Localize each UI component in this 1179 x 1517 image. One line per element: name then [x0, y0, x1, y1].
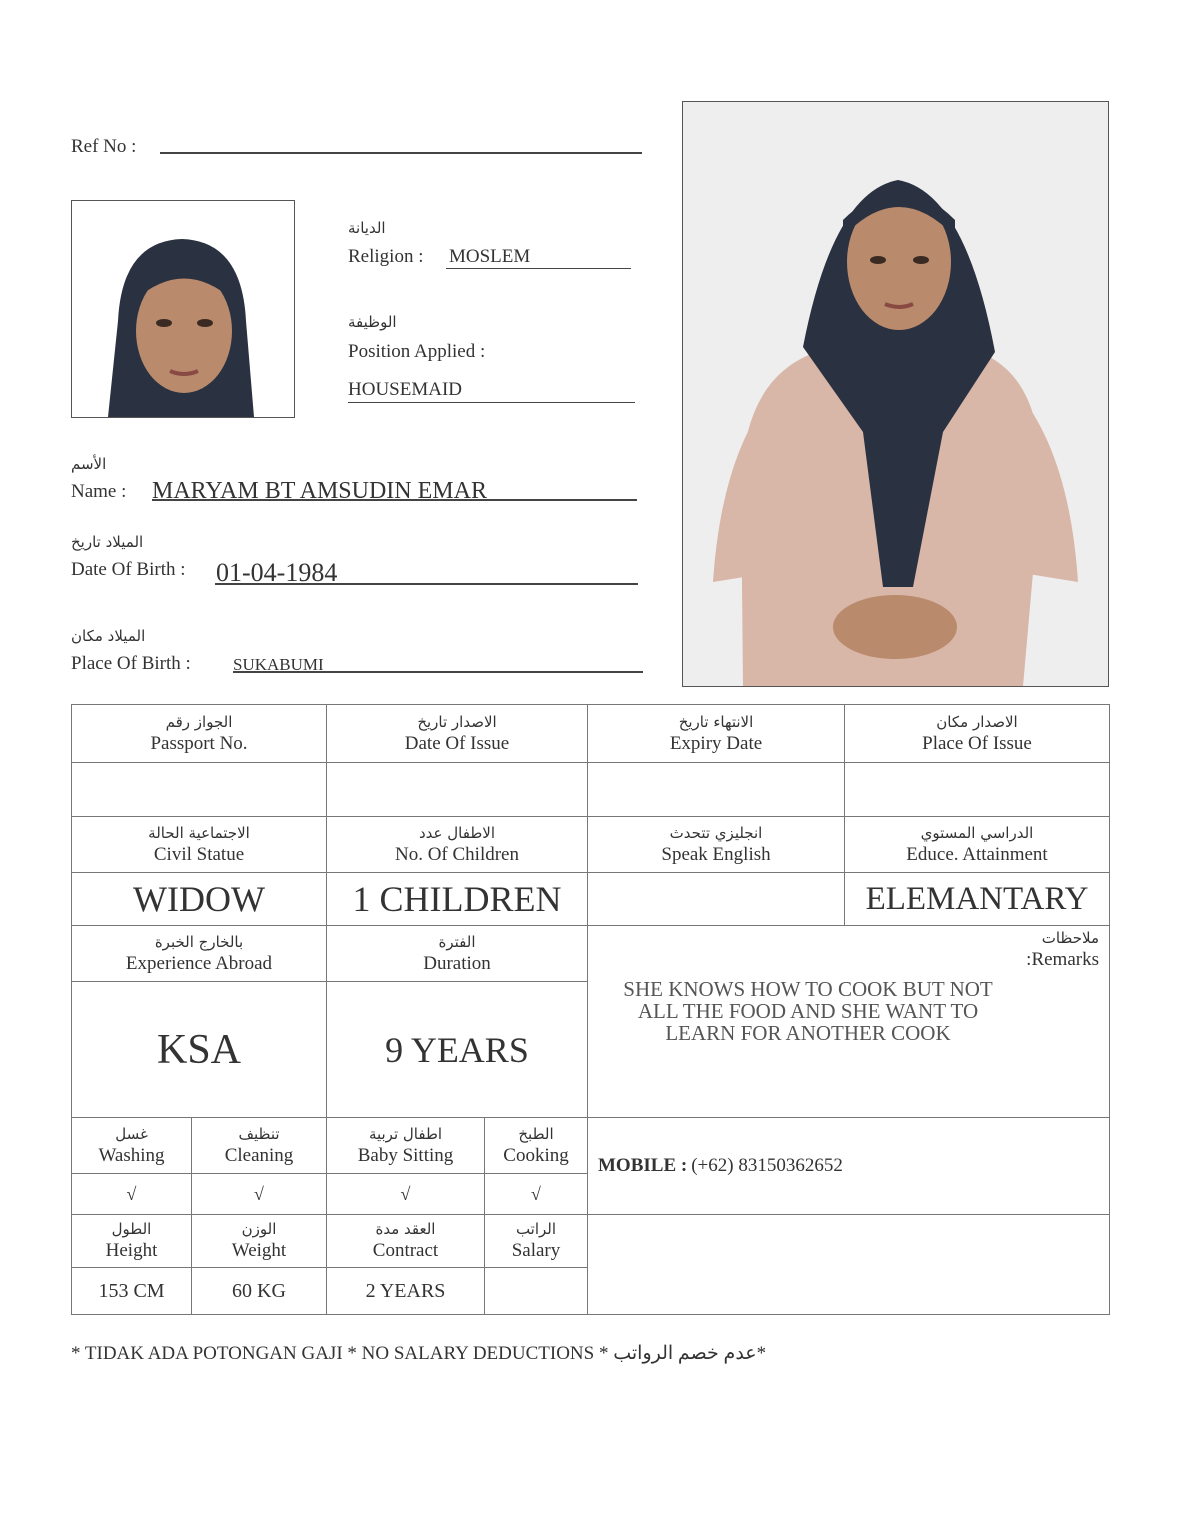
date-of-issue-value[interactable]	[327, 763, 588, 817]
remarks-label: :Remarks	[1026, 949, 1099, 970]
dob-label: Date Of Birth :	[71, 559, 186, 580]
position-label: Position Applied :	[348, 341, 486, 362]
position-line	[348, 402, 635, 403]
blank-cell	[588, 1215, 1110, 1315]
position-label-ar: الوظيفة	[348, 313, 397, 331]
experience-header: بالخارج الخبرة Experience Abroad	[72, 926, 327, 982]
remarks-text	[588, 978, 1028, 1044]
cooking-header: الطبخ Cooking	[485, 1118, 588, 1174]
weight-value[interactable]: 60 KG	[192, 1268, 327, 1315]
remarks-line: SHE KNOWS HOW TO COOK BUT NOT	[623, 977, 993, 1001]
religion-label: Religion :	[348, 246, 424, 267]
small-portrait-image	[72, 201, 294, 417]
dob-value[interactable]: 01-04-1984	[216, 558, 338, 587]
dob-label-ar: الميلاد تاريخ	[71, 533, 144, 551]
place-of-issue-value[interactable]	[845, 763, 1110, 817]
remarks-cell	[588, 926, 1110, 1118]
pob-line	[233, 671, 643, 673]
duration-value[interactable]: 9 YEARS	[327, 982, 588, 1118]
mobile-value[interactable]: (+62) 83150362652	[691, 1155, 843, 1176]
civil-status-header: الاجتماعية الحالة Civil Statue	[72, 817, 327, 873]
mobile-cell	[588, 1118, 1110, 1215]
name-line	[152, 499, 637, 501]
cleaning-header: تنظيف Cleaning	[192, 1118, 327, 1174]
contract-value[interactable]: 2 YEARS	[327, 1268, 485, 1315]
remarks-line: LEARN FOR ANOTHER COOK	[665, 1021, 951, 1045]
place-of-issue-header: الاصدار مكان Place Of Issue	[845, 705, 1110, 763]
speak-english-header: انجليزي تتحدث Speak English	[588, 817, 845, 873]
speak-english-value[interactable]	[588, 873, 845, 926]
cooking-check[interactable]: √	[485, 1174, 588, 1215]
name-value[interactable]: MARYAM BT AMSUDIN EMAR	[152, 478, 487, 504]
baby-sitting-header: اطفال تربية Baby Sitting	[327, 1118, 485, 1174]
passport-no-header: الجواز رقم Passport No.	[72, 705, 327, 763]
contract-header: العقد مدة Contract	[327, 1215, 485, 1268]
salary-header: الراتب Salary	[485, 1215, 588, 1268]
position-value[interactable]: HOUSEMAID	[348, 379, 462, 400]
cleaning-check[interactable]: √	[192, 1174, 327, 1215]
full-body-image	[683, 102, 1108, 686]
height-header: الطول Height	[72, 1215, 192, 1268]
religion-value[interactable]: MOSLEM	[449, 246, 531, 267]
name-label: Name :	[71, 481, 127, 502]
mobile-label: MOBILE :	[598, 1155, 688, 1176]
ref-label: Ref No :	[71, 136, 137, 157]
children-value[interactable]: 1 CHILDREN	[327, 873, 588, 926]
dob-line	[215, 583, 638, 585]
remarks-line: ALL THE FOOD AND SHE WANT TO	[637, 999, 979, 1023]
small-photo	[71, 200, 295, 418]
expiry-date-header: الانتهاء تاريخ Expiry Date	[588, 705, 845, 763]
religion-label-ar: الديانة	[348, 219, 386, 237]
experience-value[interactable]: KSA	[72, 982, 327, 1118]
details-table	[71, 704, 1110, 1315]
baby-sitting-check[interactable]: √	[327, 1174, 485, 1215]
religion-line	[446, 268, 631, 269]
large-photo	[682, 101, 1109, 687]
footer-note: * TIDAK ADA POTONGAN GAJI * NO SALARY DEDUCTIONS * عدم خصم الرواتب*	[71, 1343, 767, 1364]
children-header: الاطفال عدد No. Of Children	[327, 817, 588, 873]
date-of-issue-header: الاصدار تاريخ Date Of Issue	[327, 705, 588, 763]
civil-status-value[interactable]: WIDOW	[72, 873, 327, 926]
pob-value[interactable]: SUKABUMI	[233, 655, 324, 674]
ref-line	[160, 152, 642, 154]
height-value[interactable]: 153 CM	[72, 1268, 192, 1315]
washing-check[interactable]: √	[72, 1174, 192, 1215]
duration-header: الفترة Duration	[327, 926, 588, 982]
washing-header: غسل Washing	[72, 1118, 192, 1174]
remarks-label-ar: ملاحظات	[1041, 929, 1099, 947]
expiry-date-value[interactable]	[588, 763, 845, 817]
weight-header: الوزن Weight	[192, 1215, 327, 1268]
education-value[interactable]: ELEMANTARY	[845, 873, 1110, 926]
name-label-ar: الأسم	[71, 455, 107, 473]
education-header: الدراسي المستوي Educe. Attainment	[845, 817, 1110, 873]
pob-label-ar: الميلاد مكان	[71, 627, 146, 645]
pob-label: Place Of Birth :	[71, 653, 191, 674]
passport-no-value[interactable]	[72, 763, 327, 817]
salary-value[interactable]	[485, 1268, 588, 1315]
